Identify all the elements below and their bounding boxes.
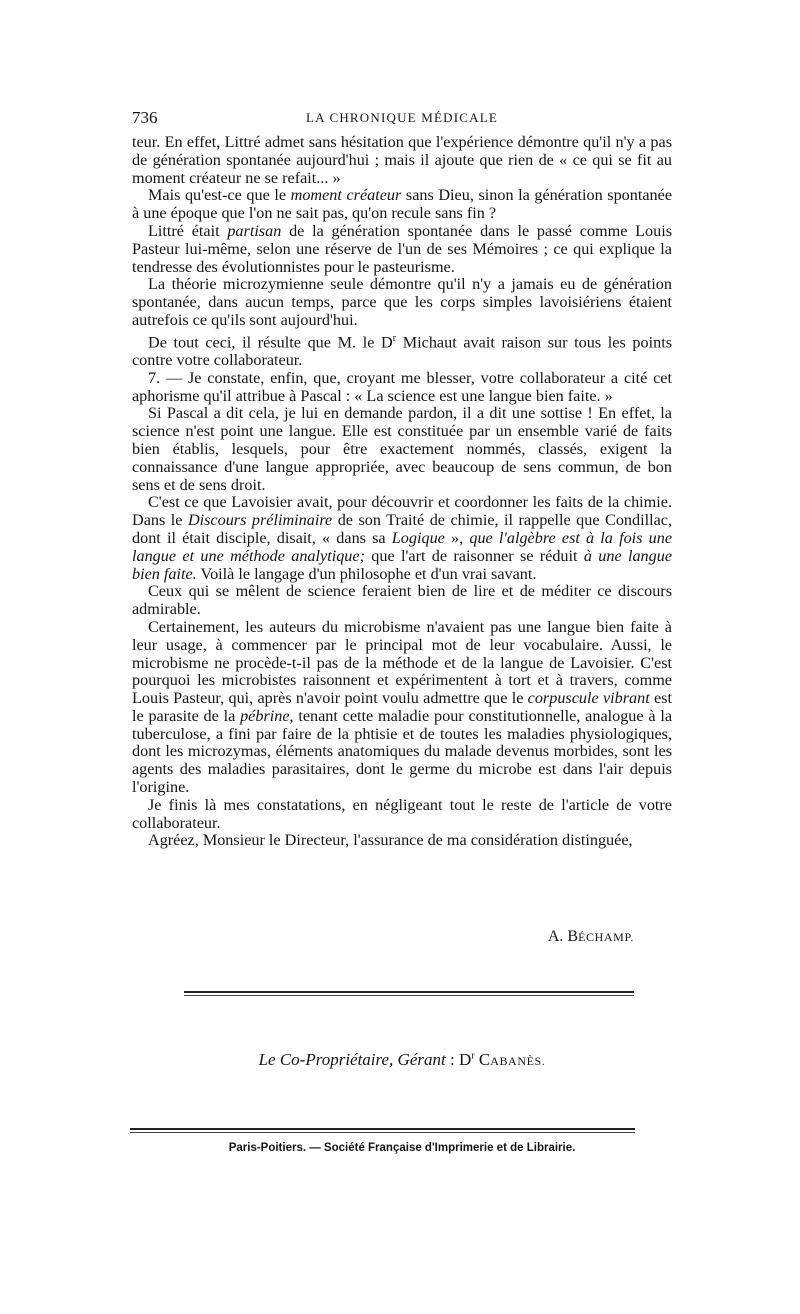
paragraph — [132, 187, 672, 223]
paragraph — [132, 223, 672, 276]
paragraph — [132, 134, 672, 187]
paragraph — [132, 583, 672, 619]
superscript-run: r — [392, 332, 397, 344]
italic-run: Logique — [391, 528, 445, 547]
gerant-title: Le Co-Propriétaire, Gérant — [258, 1050, 446, 1069]
text-run: , tenant cette maladie pour constitutionnelle, analogue à la tuberculose, a fini par faire de la phtisie et de toutes les maladies physiologiques, dont les microzymas, éléments anatomiques du malade devenus morbides, sont les agents des maladies parasitaires, dont le germe du microbe est dans l'air depuis l'origine. — [132, 706, 673, 797]
text-run: sans Dieu, sinon la génération spontanée à une époque que l'on ne sait pas, qu'on recule sans fin ? — [132, 186, 673, 223]
paragraph — [132, 276, 672, 329]
gerant-dr-sup: r — [471, 1050, 475, 1062]
paragraph — [132, 370, 672, 406]
signature-rest: ÉCHAMP. — [578, 930, 634, 944]
gerant-dr: D — [458, 1050, 472, 1069]
italic-run: que l'algèbre est à la fois une langue et une méthode analytique; — [132, 528, 673, 565]
paragraph — [132, 494, 672, 583]
text-run: de la génération spontanée dans le passé comme Louis Pasteur lui-même, selon une réserve de l'un de ses Mémoires ; ce qui explique la tendresse des évolutionnistes pour le pasteurisme. — [132, 221, 672, 276]
text-run: Si Pascal a dit cela, je lui en demande pardon, il a dit une sottise ! En effet, la science n'est point une langue. Elle est constituée par un ensemble varié de faits bien établis, lesquels, pour être exactement nommés, classés, exigent la connaissance d'une langue appropriée, avec beaucoup de sens commun, de bon sens et de sens droit. — [132, 404, 672, 494]
divider-rule-thin — [184, 995, 634, 996]
italic-run: partisan — [227, 221, 282, 240]
italic-run: Discours préliminaire — [187, 511, 333, 530]
footer-rule — [130, 1128, 635, 1130]
italic-run: pébrine — [240, 706, 290, 725]
text-run: Mais qu'est-ce que le — [148, 186, 291, 205]
gerant-colon: : — [445, 1050, 459, 1069]
divider-rule — [184, 991, 634, 993]
paragraph — [132, 797, 672, 833]
paragraph — [132, 330, 672, 370]
text-run: La théorie microzymienne seule démontre qu'il n'y a jamais eu de génération spontanée, dans aucun temps, parce que les corps simples lavoisiériens étaient autrefois ce qu'ils sont aujourd'hui. — [132, 275, 672, 329]
text-run: C'est ce que Lavoisier avait, pour découvrir et coordonner les faits de la chimie. Dans le — [132, 493, 672, 530]
italic-run: corpuscule vibrant — [527, 689, 650, 708]
text-run: est le parasite de la — [132, 689, 672, 725]
text-run: Agréez, Monsieur le Directeur, l'assurance de ma considération distinguée, — [148, 831, 633, 850]
text-run: Michaut avait raison sur tous les points contre votre collaborateur. — [132, 333, 673, 369]
gerant-name-initial: C — [474, 1050, 491, 1069]
text-run: », — [444, 528, 470, 547]
paragraph — [132, 619, 672, 797]
footer-rule-thin — [130, 1132, 635, 1133]
text-run: Je finis là mes constatations, en négligeant tout le reste de l'article de votre collaborateur. — [132, 795, 672, 832]
signature — [132, 928, 634, 946]
text-run: Voilà le langage d'un philosophe et d'un vrai savant. — [196, 564, 537, 583]
gerant-name-rest: ABANÈS. — [490, 1054, 546, 1068]
gerant-line — [132, 1050, 672, 1070]
text-run: De tout ceci, il résulte que M. le D — [148, 333, 393, 352]
text-run: Littré était — [148, 221, 228, 240]
text-run: de son Traité de chimie, il rappelle que Condillac, dont il était disciple, disait, « dans sa — [132, 511, 673, 547]
paragraph — [132, 405, 672, 494]
text-run: 7. — Je constate, enfin, que, croyant me blesser, votre collaborateur a cité cet aphorisme qu'il attribue à Pascal : « La science est une langue bien faite. » — [132, 368, 672, 405]
italic-run: moment créateur — [290, 186, 402, 205]
text-run: teur. En effet, Littré admet sans hésitation que l'expérience démontre qu'il n'y a pas de génération spontanée aujourd'hui ; mais il ajoute que rien de « ce qui se fit au moment créateur ne se refait... » — [132, 133, 672, 187]
text-run: que l'art de raisonner se réduit — [364, 546, 584, 565]
page-number: 736 — [132, 108, 158, 127]
printer-imprint: Paris-Poitiers. — Société Française d'Imprimerie et de Librairie. — [228, 1142, 576, 1154]
paragraph — [132, 832, 672, 850]
italic-run: à une langue bien faite. — [132, 546, 673, 583]
letter-body — [132, 134, 672, 850]
signature-initial: A. B — [547, 928, 579, 945]
text-run: Ceux qui se mêlent de science feraient bien de lire et de méditer ce discours admirable. — [132, 582, 672, 619]
running-title: LA CHRONIQUE MÉDICALE — [305, 110, 499, 125]
page-header — [132, 108, 672, 130]
text-run: Certainement, les auteurs du microbisme n'avaient pas une langue bien faite à leur usage, à commencer par le principal mot de leur vocabulaire. Aussi, le microbisme ne procède-t-il pas de la méthode et de la langue de Lavoisier. C'est pourquoi les microbistes raisonnent et expérimentent à tort et à travers, comme Louis Pasteur, qui, après n'avoir point voulu admettre que le — [132, 617, 672, 708]
